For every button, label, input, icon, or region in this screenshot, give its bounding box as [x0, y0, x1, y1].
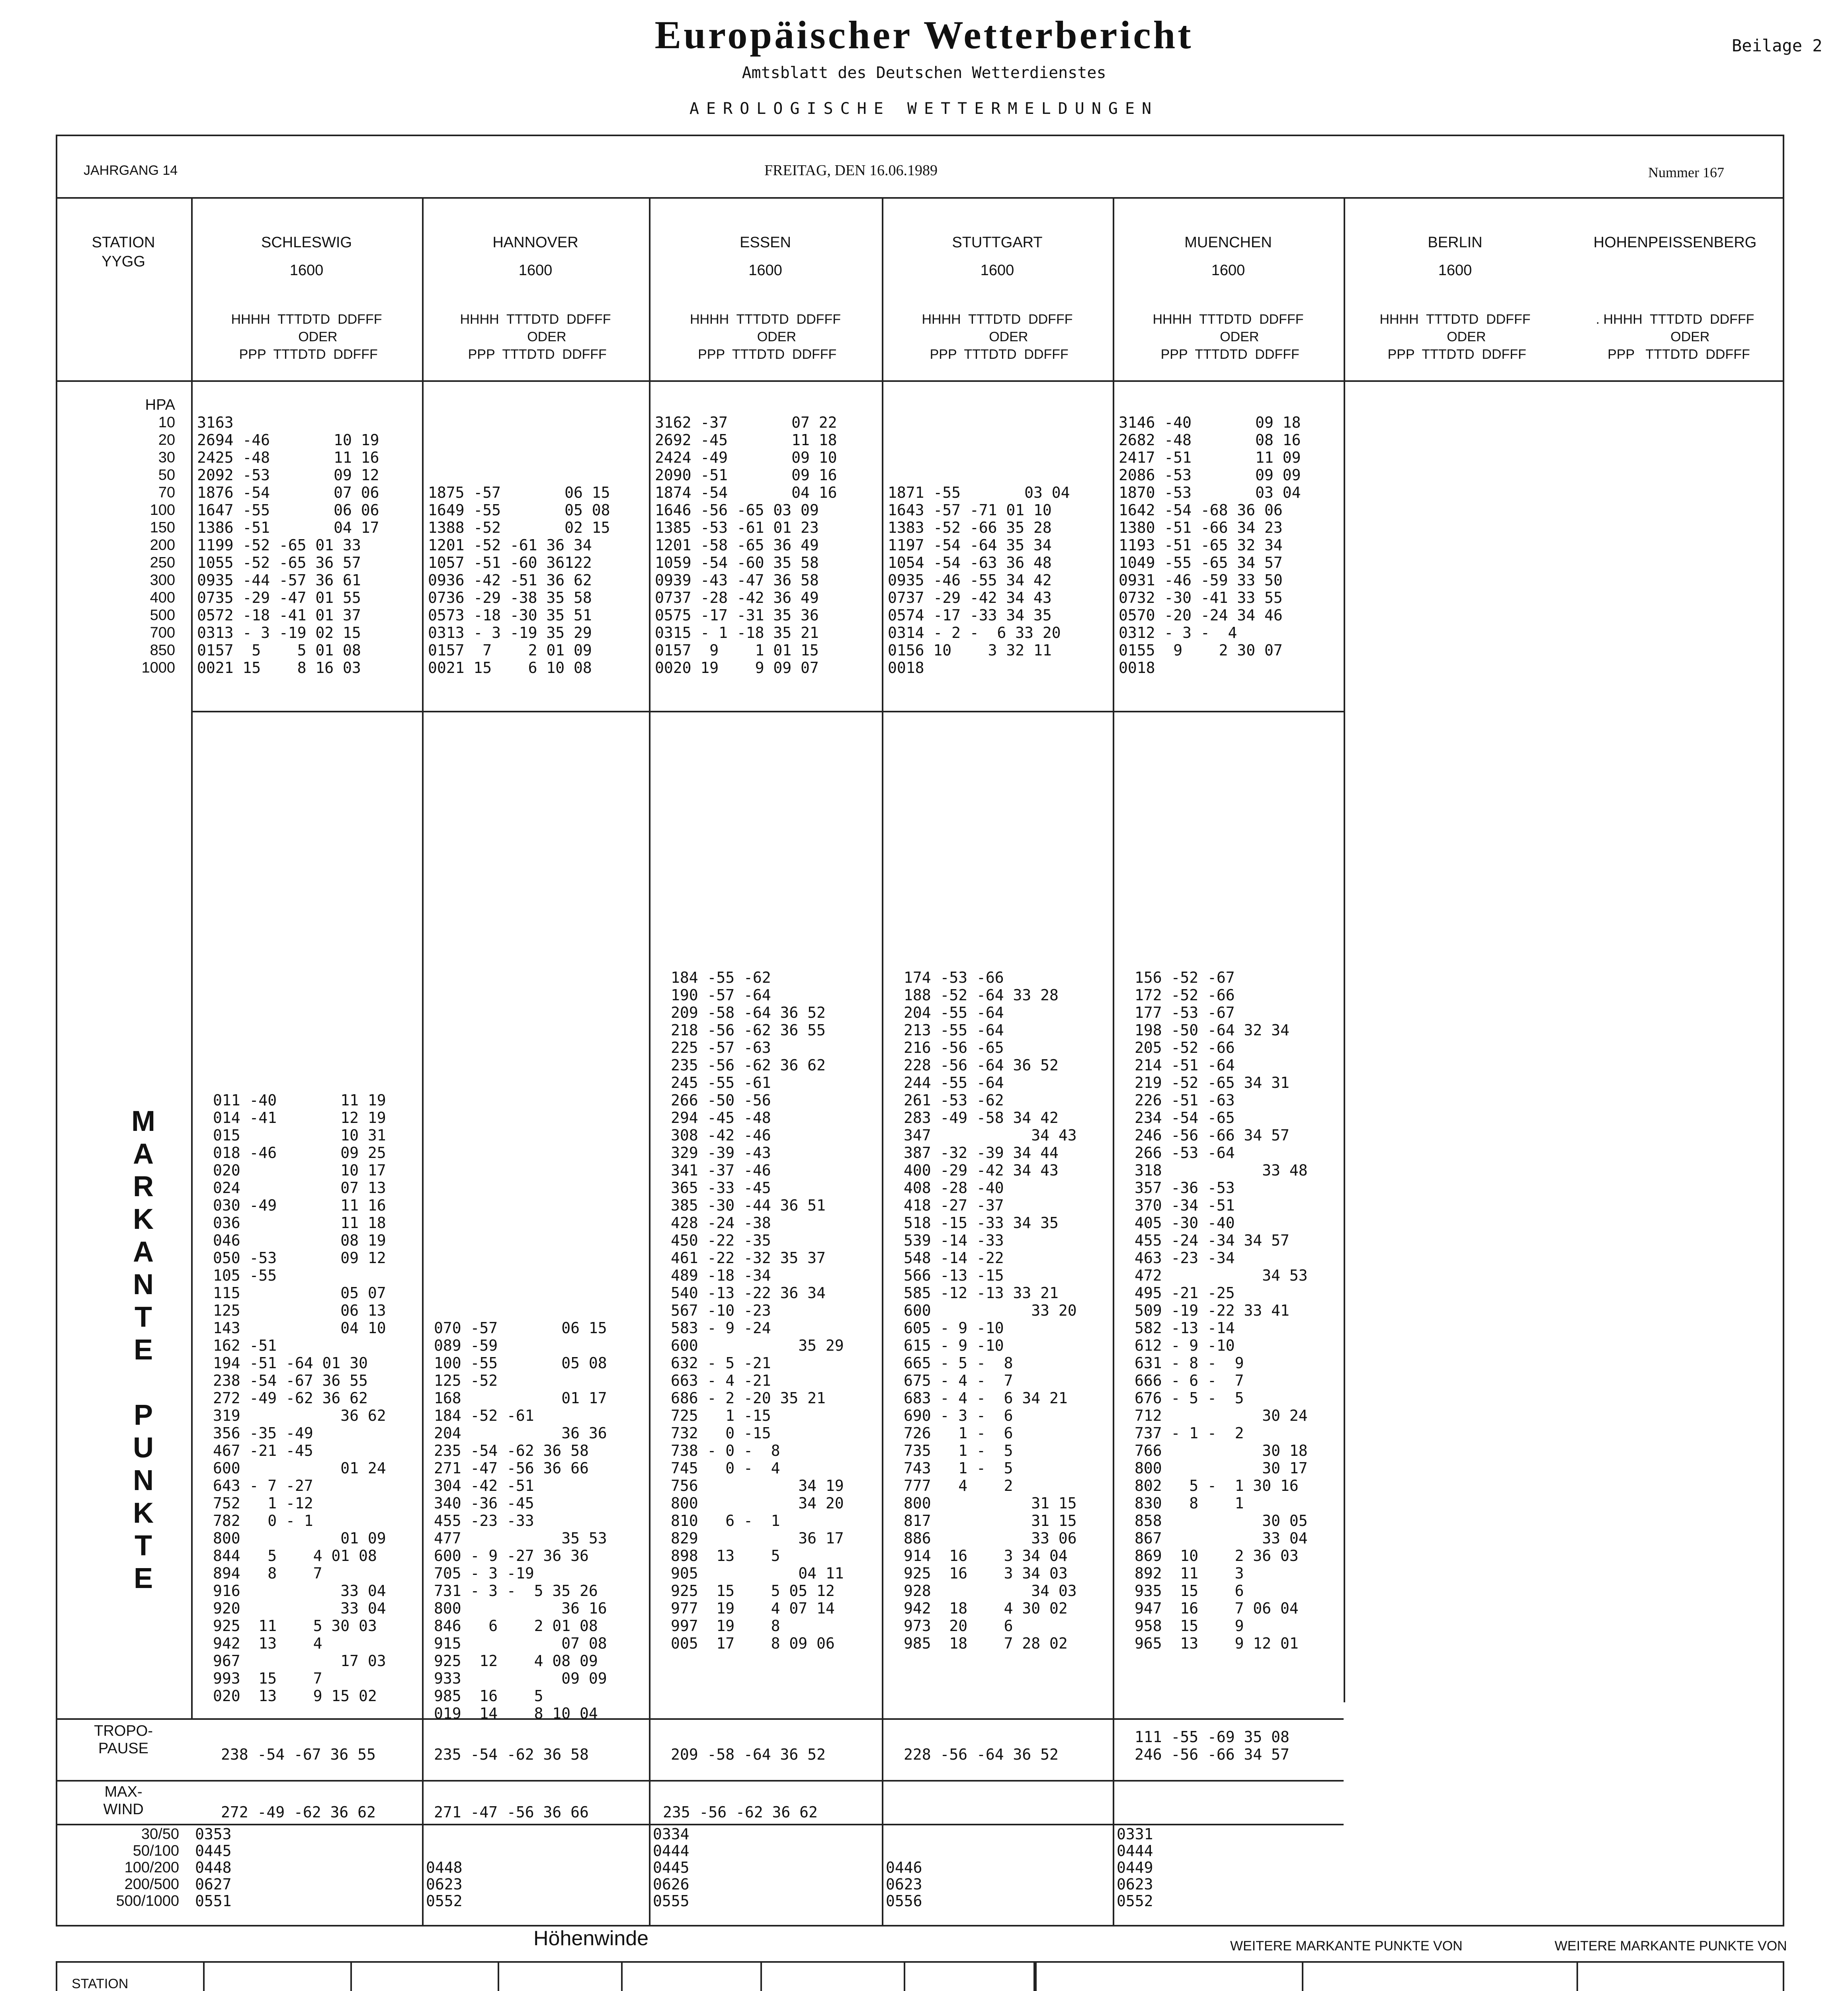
column-codes: HHHH TTTDTD DDFFF ODER PPP TTTDTD DDFFF — [231, 312, 382, 362]
issue-number: Nummer 167 — [1648, 164, 1724, 180]
hw-station-hannover — [350, 1975, 498, 1991]
hw-station-yygg-label: STATION — [72, 1976, 129, 1991]
hannover-maxwind: 271 -47 -56 36 66 — [434, 1803, 589, 1821]
shear-layer-labels: 30/50 50/100 100/200 200/500 500/1000 — [116, 1826, 179, 1909]
station-name: SCHLESWIG — [261, 234, 352, 251]
column-codes: HHHH TTTDTD DDFFF ODER PPP TTTDTD DDFFF — [460, 312, 611, 362]
essen-shear: 0334 0444 0445 0626 0555 — [653, 1825, 690, 1910]
station-header-berlin — [1344, 197, 1567, 380]
station-name: HANNOVER — [492, 234, 578, 251]
hw-station-berlin — [904, 1975, 1035, 1991]
beilage-label: Beilage 2 — [1732, 36, 1823, 55]
hw-station-muenchen — [760, 1975, 904, 1991]
schleswig-tropopause: 238 -54 -67 36 55 — [221, 1746, 376, 1763]
weitere-markante-punkte-1: WEITERE MARKANTE PUNKTE VON — [1230, 1938, 1463, 1954]
station-header-muenchen — [1113, 197, 1344, 380]
station-time: 1600 — [980, 262, 1014, 279]
station-name: STUTTGART — [952, 234, 1043, 251]
stuttgart-shear: 0446 0623 0556 — [886, 1859, 922, 1910]
essen-tropopause: 209 -58 -64 36 52 — [671, 1746, 826, 1763]
column-codes: . HHHH TTTDTD DDFFF ODER PPP TTTDTD DDFFF — [1596, 312, 1754, 362]
hw-station-schleswig — [203, 1975, 350, 1991]
muenchen-significant-points: 156 -52 -67 172 -52 -66 177 -53 -67 198 -50 -64 32 34 205 -52 -66 214 -51 -64 219 -52 -65 34 31 226 -51 -63 234 -54 -65 246 -56 -66 34 57 266 -53 -64 318 33 48 357 -36 -53 370 -34 -51 405 -30 -40 455 -24 -34 34 57 463 -23 -34 472 34 53 495 -21 -25 509 -19 -22 33 41 582 -13 -14 612 - 9 -10 631 - 8 - 9 666 - 6 - 7 676 - 5 - 5 712 30 24 737 - 1 - 2 766 30 18 800 30 17 802 5 - 1 30 16 830 8 1 858 30 05 867 33 04 869 10 2 36 03 892 11 3 935 15 6 947 16 7 06 04 958 15 9 965 13 9 12 01 — [1135, 969, 1308, 1652]
schleswig-main-levels: 3163 2694 -46 10 19 2425 -48 11 16 2092 -53 09 12 1876 -54 07 06 1647 -55 06 06 1386 -51 04 17 1199 -52 -65 01 33 1055 -52 -65 36 57 0935 -44 -57 36 61 0735 -29 -47 01 55 0572 -18 -41 01 37 0313 - 3 -19 02 15 0157 5 5 01 08 0021 15 8 16 03 — [197, 414, 379, 677]
stuttgart-tropopause: 228 -56 -64 36 52 — [904, 1746, 1059, 1763]
hw-station-essen — [498, 1975, 621, 1991]
station-time: 1600 — [748, 262, 782, 279]
column-codes: HHHH TTTDTD DDFFF ODER PPP TTTDTD DDFFF — [1153, 312, 1304, 362]
station-name: MUENCHEN — [1184, 234, 1272, 251]
maxwind-label: MAX- WIND — [103, 1784, 144, 1818]
hpa-level-labels: HPA 10 20 30 50 70 100 150 200 250 300 400 500 700 850 1000 — [141, 397, 175, 676]
station-time: 1600 — [1211, 262, 1245, 279]
station-header-schleswig — [191, 197, 422, 380]
muenchen-main-levels: 3146 -40 09 18 2682 -48 08 16 2417 -51 11 09 2086 -53 09 09 1870 -53 03 04 1642 -54 -68 36 06 1380 -51 -66 34 23 1193 -51 -65 32 34 1049 -55 -65 34 57 0931 -46 -59 33 50 0732 -30 -41 33 55 0570 -20 -24 34 46 0312 - 3 - 4 0155 9 2 30 07 0018 — [1119, 414, 1301, 677]
issue-date: FREITAG, DEN 16.06.1989 — [764, 162, 938, 179]
station-time: 1600 — [1438, 262, 1472, 279]
column-codes: HHHH TTTDTD DDFFF ODER PPP TTTDTD DDFFF — [922, 312, 1073, 362]
hoehenwinde-title: Höhenwinde — [533, 1927, 649, 1950]
station-yygg-label: STATION YYGG — [92, 234, 155, 270]
essen-significant-points: 184 -55 -62 190 -57 -64 209 -58 -64 36 52 218 -56 -62 36 55 225 -57 -63 235 -56 -62 36 62 245 -55 -61 266 -50 -56 294 -45 -48 308 -42 -46 329 -39 -43 341 -37 -46 365 -33 -45 385 -30 -44 36 51 428 -24 -38 450 -22 -35 461 -22 -32 35 37 489 -18 -34 540 -13 -22 36 34 567 -10 -23 583 - 9 -24 600 35 29 632 - 5 -21 663 - 4 -21 686 - 2 -20 35 21 725 1 -15 732 0 -15 738 - 0 - 8 745 0 - 4 756 34 19 800 34 20 810 6 - 1 829 36 17 898 13 5 905 04 11 925 15 5 05 12 977 19 4 07 14 997 19 8 005 17 8 09 06 — [671, 969, 844, 1652]
hannover-tropopause: 235 -54 -62 36 58 — [434, 1746, 589, 1763]
station-time: 1600 — [518, 262, 553, 279]
section-title: AEROLOGISCHE WETTERMELDUNGEN — [689, 100, 1159, 118]
station-header-essen — [649, 197, 882, 380]
hw-station-stuttgart — [621, 1975, 760, 1991]
muenchen-shear: 0331 0444 0449 0623 0552 — [1117, 1825, 1153, 1910]
column-codes: HHHH TTTDTD DDFFF ODER PPP TTTDTD DDFFF — [690, 312, 841, 362]
markante-punkte-label: M A R K A N T E P U N K T E — [131, 1105, 155, 1594]
station-name: HOHENPEISSENBERG — [1593, 234, 1757, 251]
station-header-hohenpeissenberg — [1567, 197, 1784, 380]
jahrgang: JAHRGANG 14 — [84, 163, 178, 178]
station-header-stuttgart — [882, 197, 1113, 380]
schleswig-shear: 0353 0445 0448 0627 0551 — [195, 1825, 232, 1910]
essen-maxwind: 235 -56 -62 36 62 — [663, 1803, 818, 1821]
column-codes: HHHH TTTDTD DDFFF ODER PPP TTTDTD DDFFF — [1379, 312, 1531, 362]
stuttgart-significant-points: 174 -53 -66 188 -52 -64 33 28 204 -55 -64 213 -55 -64 216 -56 -65 228 -56 -64 36 52 244 -55 -64 261 -53 -62 283 -49 -58 34 42 347 34 43 387 -32 -39 34 44 400 -29 -42 34 43 408 -28 -40 418 -27 -37 518 -15 -33 34 35 539 -14 -33 548 -14 -22 566 -13 -15 585 -12 -13 33 21 600 33 20 605 - 9 -10 615 - 9 -10 665 - 5 - 8 675 - 4 - 7 683 - 4 - 6 34 21 690 - 3 - 6 726 1 - 6 735 1 - 5 743 1 - 5 777 4 2 800 31 15 817 31 15 886 33 06 914 16 3 34 04 925 16 3 34 03 928 34 03 942 18 4 30 02 973 20 6 985 18 7 28 02 — [904, 969, 1077, 1652]
hannover-shear: 0448 0623 0552 — [426, 1859, 463, 1910]
weitere-punkte-table — [1035, 1961, 1784, 1991]
hannover-significant-points: 070 -57 06 15 089 -59 100 -55 05 08 125 -52 168 01 17 184 -52 -61 204 36 36 235 -54 -62 36 58 271 -47 -56 36 66 304 -42 -51 340 -36 -45 455 -23 -33 477 35 53 600 - 9 -27 36 36 705 - 3 -19 731 - 3 - 5 35 26 800 36 16 846 6 2 01 08 915 07 08 925 12 4 08 09 933 09 09 985 16 5 019 14 8 10 04 — [434, 1319, 607, 1722]
schleswig-maxwind: 272 -49 -62 36 62 — [221, 1803, 376, 1821]
hannover-main-levels: 1875 -57 06 15 1649 -55 05 08 1388 -52 02 15 1201 -52 -61 36 34 1057 -51 -60 36122 0936 -42 -51 36 62 0736 -29 -38 35 58 0573 -18 -30 35 51 0313 - 3 -19 35 29 0157 7 2 01 09 0021 15 6 10 08 — [428, 484, 610, 677]
station-name: BERLIN — [1428, 234, 1483, 251]
subtitle: Amtsblatt des Deutschen Wetterdienstes — [742, 64, 1106, 82]
station-time: 1600 — [289, 262, 324, 279]
schleswig-significant-points: 011 -40 11 19 014 -41 12 19 015 10 31 018 -46 09 25 020 10 17 024 07 13 030 -49 11 16 036 11 18 046 08 19 050 -53 09 12 105 -55 115 05 07 125 06 13 143 04 10 162 -51 194 -51 -64 01 30 238 -54 -67 36 55 272 -49 -62 36 62 319 36 62 356 -35 -49 467 -21 -45 600 01 24 643 - 7 -27 752 1 -12 782 0 - 1 800 01 09 844 5 4 01 08 894 8 7 916 33 04 920 33 04 925 11 5 30 03 942 13 4 967 17 03 993 15 7 020 13 9 15 02 — [213, 1091, 386, 1705]
tropopause-label: TROPO- PAUSE — [94, 1723, 153, 1757]
station-header-hannover — [422, 197, 649, 380]
weitere-markante-punkte-2: WEITERE MARKANTE PUNKTE VON — [1555, 1938, 1787, 1954]
essen-main-levels: 3162 -37 07 22 2692 -45 11 18 2424 -49 09 10 2090 -51 09 16 1874 -54 04 16 1646 -56 -65 03 09 1385 -53 -61 01 23 1201 -58 -65 36 49 1059 -54 -60 35 58 0939 -43 -47 36 58 0737 -28 -42 36 49 0575 -17 -31 35 36 0315 - 1 -18 35 21 0157 9 1 01 15 0020 19 9 09 07 — [655, 414, 837, 677]
muenchen-tropopause: 111 -55 -69 35 08 246 -56 -66 34 57 — [1135, 1728, 1289, 1763]
station-name: ESSEN — [740, 234, 791, 251]
page-title: Europäischer Wetterbericht — [654, 13, 1194, 57]
stuttgart-main-levels: 1871 -55 03 04 1643 -57 -71 01 10 1383 -52 -66 35 28 1197 -54 -64 35 34 1054 -54 -63 36 48 0935 -46 -55 34 42 0737 -29 -42 34 43 0574 -17 -33 34 35 0314 - 2 - 6 33 20 0156 10 3 32 11 0018 — [888, 484, 1070, 677]
